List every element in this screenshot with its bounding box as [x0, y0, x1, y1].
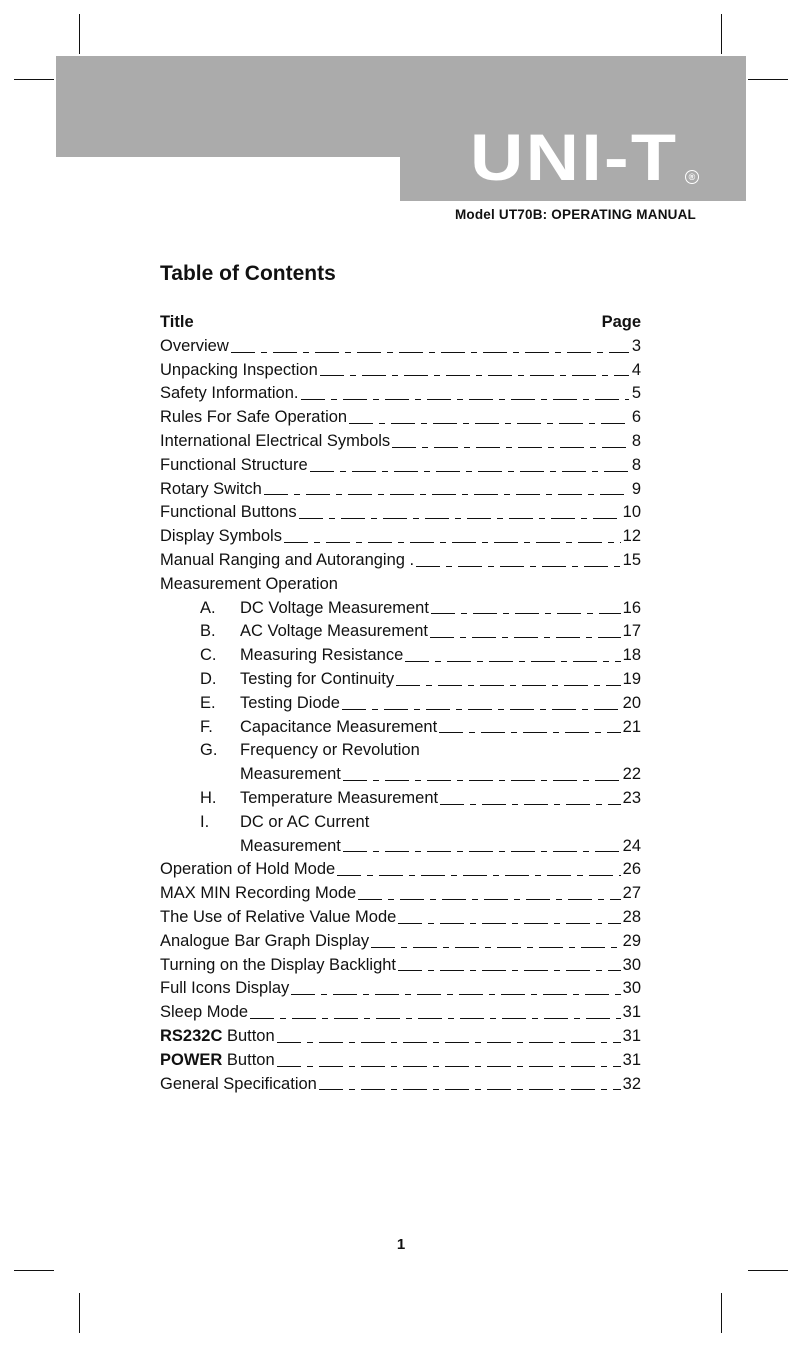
toc-entry-label: Analogue Bar Graph Display	[160, 931, 370, 950]
toc-entry[interactable]	[160, 1025, 641, 1049]
toc-entry-label	[160, 1049, 275, 1073]
toc-leader	[277, 1042, 621, 1043]
toc-entry-page: 27	[622, 884, 641, 903]
toc-entry-label: Temperature Measurement	[240, 788, 439, 807]
toc-entry[interactable]	[160, 977, 641, 1001]
toc-entry-letter: C.	[200, 646, 217, 665]
toc-entry[interactable]	[160, 644, 641, 668]
toc-leader	[396, 685, 621, 686]
toc-entry-page: 5	[631, 384, 641, 403]
toc-entry-label: Operation of Hold Mode	[160, 860, 336, 879]
toc-entry-page: 20	[622, 693, 641, 712]
toc-entry-page: 17	[622, 622, 641, 641]
toc-entry-label: Measurement	[240, 765, 341, 784]
toc-leader	[319, 1089, 621, 1090]
toc-header-row	[160, 311, 641, 335]
toc-entry-label-text: Button	[222, 1050, 275, 1069]
crop-mark-top-left-v	[79, 14, 80, 54]
toc-list	[160, 311, 641, 1096]
toc-entry-page: 3	[631, 336, 641, 355]
toc-entry-label	[160, 1025, 275, 1049]
toc-entry-letter: G.	[200, 741, 218, 760]
toc-entry-label: Functional Structure	[160, 455, 308, 474]
model-line: Model UT70B: OPERATING MANUAL	[454, 207, 696, 222]
toc-entry-page: 31	[622, 1026, 641, 1045]
toc-entry[interactable]	[160, 811, 641, 835]
toc-entry[interactable]	[160, 454, 641, 478]
toc-title: Table of Contents	[160, 262, 336, 285]
toc-entry-letter: I.	[200, 812, 210, 831]
toc-entry-letter: E.	[200, 693, 216, 712]
toc-entry[interactable]	[160, 359, 641, 383]
toc-entry-label: Measurement	[240, 836, 341, 855]
toc-leader	[343, 780, 621, 781]
toc-entry-label: Sleep Mode	[160, 1003, 249, 1022]
toc-leader	[310, 471, 629, 472]
toc-leader	[231, 352, 629, 353]
toc-entry[interactable]	[160, 430, 641, 454]
toc-entry-label: Frequency or Revolution	[240, 741, 420, 760]
toc-entry-page: 30	[622, 955, 641, 974]
toc-entry-letter: A.	[200, 598, 216, 617]
toc-entry-page: 4	[631, 360, 641, 379]
toc-entry-label: DC Voltage Measurement	[240, 598, 429, 617]
toc-entry-label: International Electrical Symbols	[160, 431, 391, 450]
toc-entry-label: Manual Ranging and Autoranging .	[160, 550, 415, 569]
toc-entry[interactable]	[160, 335, 641, 359]
toc-entry-page: 8	[631, 431, 641, 450]
toc-entry-page: 15	[622, 550, 641, 569]
toc-leader	[430, 637, 621, 638]
toc-entry-page: 12	[622, 527, 641, 546]
registered-mark-icon: ®	[685, 170, 699, 184]
toc-entry[interactable]	[160, 763, 641, 787]
toc-entry[interactable]	[160, 549, 641, 573]
toc-entry-label: Turning on the Display Backlight	[160, 955, 397, 974]
toc-entry[interactable]	[160, 692, 641, 716]
toc-leader	[301, 399, 630, 400]
toc-entry[interactable]	[160, 406, 641, 430]
toc-entry-page: 21	[622, 717, 641, 736]
toc-entry[interactable]	[160, 382, 641, 406]
toc-entry-label: Measurement Operation	[160, 574, 338, 593]
toc-entry[interactable]	[160, 954, 641, 978]
crop-mark-top-right-v	[721, 14, 722, 54]
toc-leader	[299, 518, 621, 519]
toc-entry[interactable]	[160, 930, 641, 954]
toc-entry-label: Safety Information.	[160, 384, 299, 403]
toc-leader	[405, 661, 620, 662]
toc-entry-label: General Specification	[160, 1074, 317, 1093]
toc-leader	[342, 709, 621, 710]
toc-entry-label: Testing Diode	[240, 693, 340, 712]
crop-mark-top-right-h	[748, 79, 788, 80]
toc-entry-page: 26	[622, 860, 641, 879]
toc-entry-bold-term: POWER	[160, 1050, 223, 1069]
toc-leader	[264, 494, 629, 495]
toc-entry[interactable]	[160, 906, 641, 930]
toc-leader	[349, 423, 629, 424]
toc-entry-page: 32	[622, 1074, 641, 1093]
toc-leader	[291, 994, 620, 995]
toc-leader	[416, 566, 621, 567]
toc-entry-label: Overview	[160, 336, 229, 355]
toc-entry-label: Functional Buttons	[160, 503, 297, 522]
toc-leader	[392, 447, 629, 448]
crop-mark-bottom-right-v	[721, 1293, 722, 1333]
toc-entry[interactable]	[160, 716, 641, 740]
toc-entry-page: 9	[631, 479, 641, 498]
toc-entry-letter: D.	[200, 669, 217, 688]
toc-entry-page: 31	[622, 1050, 641, 1069]
toc-leader	[439, 732, 620, 733]
toc-entry-label: Display Symbols	[160, 527, 282, 546]
toc-entry[interactable]	[160, 835, 641, 859]
toc-entry[interactable]	[160, 787, 641, 811]
toc-entry-label: DC or AC Current	[240, 812, 370, 831]
toc-leader	[277, 1066, 621, 1067]
toc-entry-page: 19	[622, 669, 641, 688]
toc-col-title: Title	[160, 313, 194, 331]
toc-entry-page: 10	[622, 503, 641, 522]
toc-entry-page: 29	[622, 931, 641, 950]
toc-entry[interactable]	[160, 597, 641, 621]
toc-entry[interactable]	[160, 858, 641, 882]
toc-leader	[337, 875, 620, 876]
toc-entry-page: 8	[631, 455, 641, 474]
toc-entry-bold-term: RS232C	[160, 1026, 223, 1045]
toc-entry-page: 23	[622, 788, 641, 807]
toc-entry-label: The Use of Relative Value Mode	[160, 907, 397, 926]
toc-entry-label: Capacitance Measurement	[240, 717, 438, 736]
crop-mark-top-left-h	[14, 79, 54, 80]
toc-col-page: Page	[601, 313, 641, 331]
toc-leader	[431, 613, 621, 614]
toc-entry-page: 24	[622, 836, 641, 855]
toc-leader	[358, 899, 620, 900]
toc-entry[interactable]	[160, 478, 641, 502]
toc-entry-page: 31	[622, 1003, 641, 1022]
crop-mark-bottom-left-h	[14, 1270, 54, 1271]
toc-entry-page: 6	[631, 408, 641, 427]
toc-entry-page: 18	[622, 646, 641, 665]
toc-leader	[284, 542, 621, 543]
toc-leader	[398, 970, 621, 971]
toc-entry-page: 22	[622, 765, 641, 784]
toc-entry[interactable]	[160, 739, 641, 763]
toc-leader	[343, 851, 621, 852]
toc-entry[interactable]	[160, 1073, 641, 1097]
toc-entry-label: Unpacking Inspection	[160, 360, 318, 379]
toc-entry-label: AC Voltage Measurement	[240, 622, 429, 641]
toc-leader	[398, 923, 620, 924]
toc-entry[interactable]	[160, 525, 641, 549]
toc-entry-letter: H.	[200, 788, 217, 807]
toc-entry-page: 30	[622, 979, 641, 998]
brand-logo: UNI-T	[470, 120, 679, 194]
toc-leader	[371, 947, 621, 948]
toc-entry-label: Measuring Resistance	[240, 646, 404, 665]
toc-leader	[250, 1018, 621, 1019]
toc-entry[interactable]	[160, 1001, 641, 1025]
toc-entry-page: 28	[622, 907, 641, 926]
toc-entry-page: 16	[622, 598, 641, 617]
toc-entry-letter: F.	[200, 717, 213, 736]
crop-mark-bottom-left-v	[79, 1293, 80, 1333]
toc-entry-label: Testing for Continuity	[240, 669, 395, 688]
toc-entry[interactable]	[160, 882, 641, 906]
toc-entry-label: Rotary Switch	[160, 479, 262, 498]
toc-leader	[440, 804, 621, 805]
page-number: 1	[396, 1236, 406, 1253]
crop-mark-bottom-right-h	[748, 1270, 788, 1271]
toc-entry-label: Rules For Safe Operation	[160, 408, 348, 427]
toc-entry[interactable]	[160, 668, 641, 692]
toc-entry[interactable]	[160, 1049, 641, 1073]
toc-entry[interactable]	[160, 501, 641, 525]
toc-entry[interactable]	[160, 620, 641, 644]
toc-entry-letter: B.	[200, 622, 216, 641]
toc-entry[interactable]	[160, 573, 641, 597]
toc-entry-label: Full Icons Display	[160, 979, 290, 998]
toc-entry-label: MAX MIN Recording Mode	[160, 884, 357, 903]
toc-leader	[320, 375, 629, 376]
toc-entry-label-text: Button	[222, 1026, 275, 1045]
